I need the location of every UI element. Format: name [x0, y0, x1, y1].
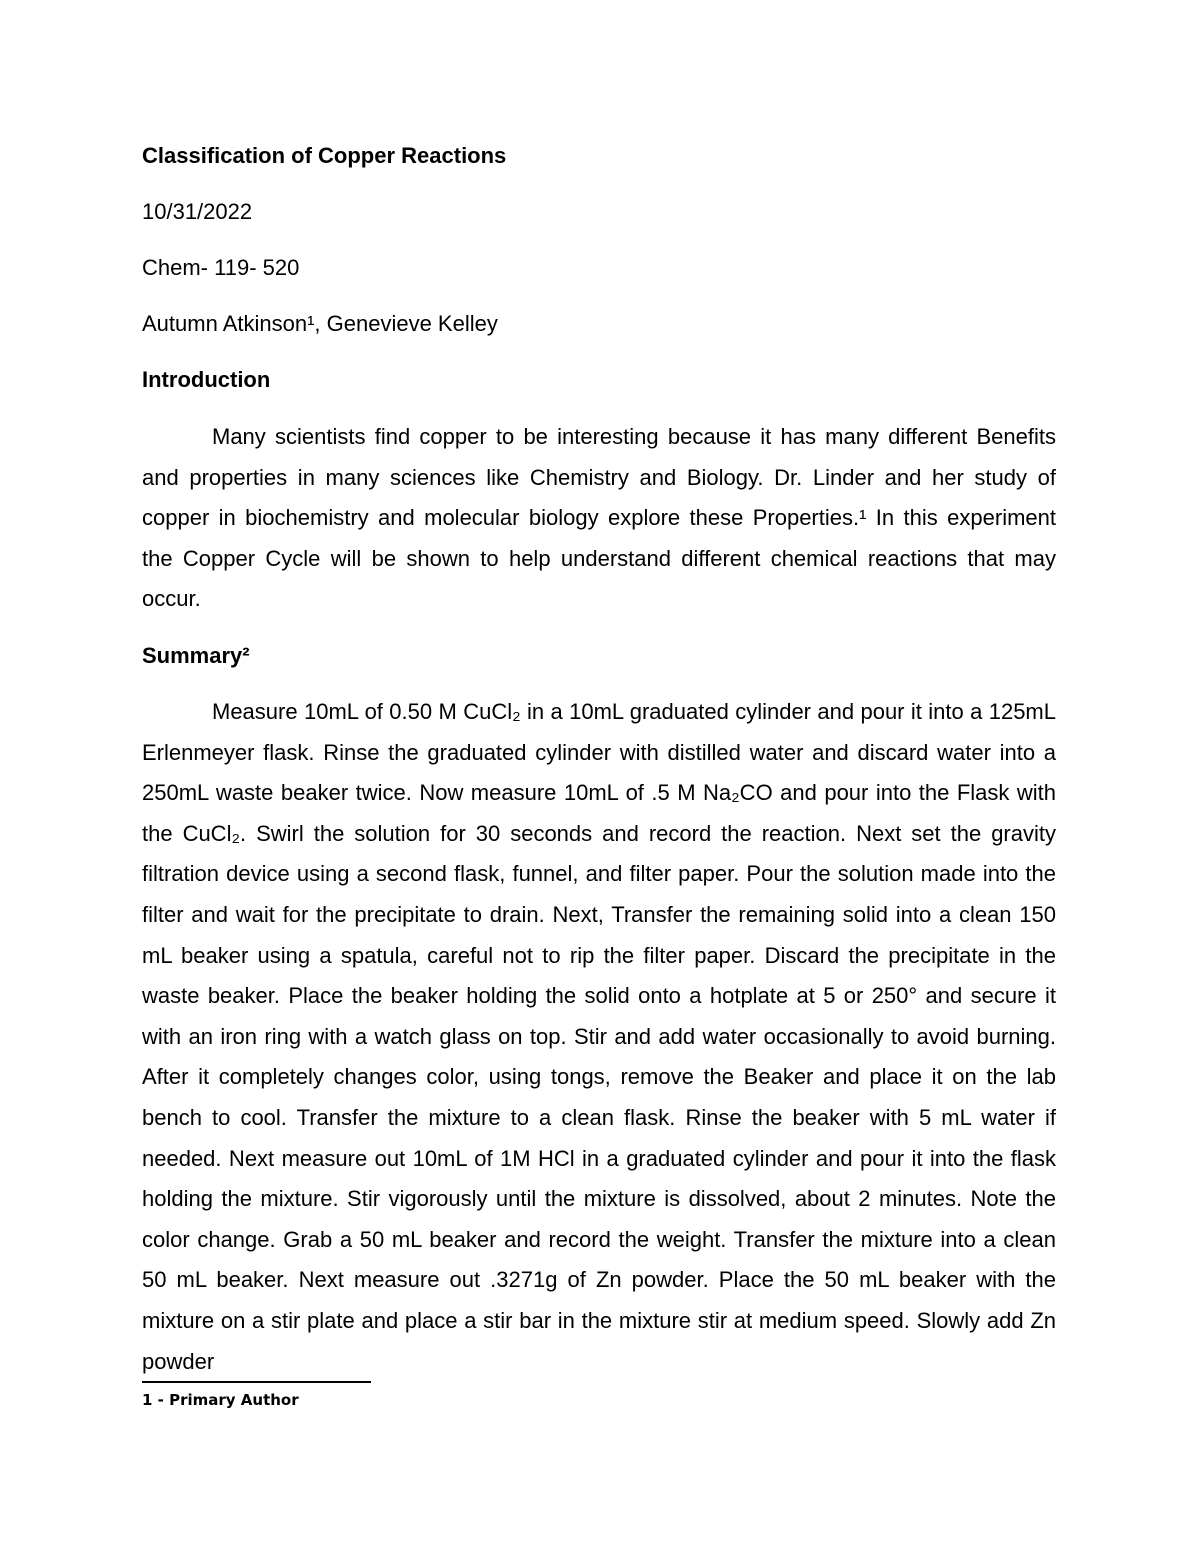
document-date: 10/31/2022: [142, 199, 253, 224]
author-list: Autumn Atkinson¹, Genevieve Kelley: [142, 311, 498, 336]
footnote-divider: [142, 1381, 371, 1383]
introduction-paragraph: Many scientists find copper to be interesting because it has many different Benefits and properties in many sciences like Chemistry and Biology. Dr. Linder and her study of copper in biochemistry and molecular biology explore these Properties.¹ In this experiment the Copper Cycle will be shown to help understand different chemical reactions that may occur.: [142, 424, 1056, 612]
summary-heading: Summary²: [142, 643, 250, 668]
introduction-heading: Introduction: [142, 367, 271, 392]
footnote: 1 - Primary Author: [142, 1391, 299, 1409]
course-number: Chem- 119- 520: [142, 255, 300, 280]
document-title: Classification of Copper Reactions: [142, 143, 507, 168]
summary-paragraph: Measure 10mL of 0.50 M CuCl₂ in a 10mL graduated cylinder and pour it into a 125mL Erlenmeyer flask. Rinse the graduated cylinder with distilled water and discard water into a 250mL waste beaker twice. Now measure 10mL of .5 M Na₂CO and pour into the Flask with the CuCl₂. Swirl the solution for 30 seconds and record the reaction. Next set the gravity filtration device using a second flask, funnel, and filter paper. Pour the solution made into the filter and wait for the precipitate to drain. Next, Transfer the remaining solid into a clean 150 mL beaker using a spatula, careful not to rip the filter paper. Discard the precipitate in the waste beaker. Place the beaker holding the solid onto a hotplate at 5 or 250° and secure it with an iron ring with a watch glass on top. Stir and add water occasionally to avoid burning. After it completely changes color, using tongs, remove the Beaker and place it on the lab bench to cool. Transfer the mixture to a clean flask. Rinse the beaker with 5 mL water if needed. Next measure out 10mL of 1M HCl in a graduated cylinder and pour it into the flask holding the mixture. Stir vigorously until the mixture is dissolved, about 2 minutes. Note the color change. Grab a 50 mL beaker and record the weight. Transfer the mixture into a clean 50 mL beaker. Next measure out .3271g of Zn powder. Place the 50 mL beaker with the mixture on a stir plate and place a stir bar in the mixture stir at medium speed. Slowly add Zn powder: [142, 699, 1056, 1374]
